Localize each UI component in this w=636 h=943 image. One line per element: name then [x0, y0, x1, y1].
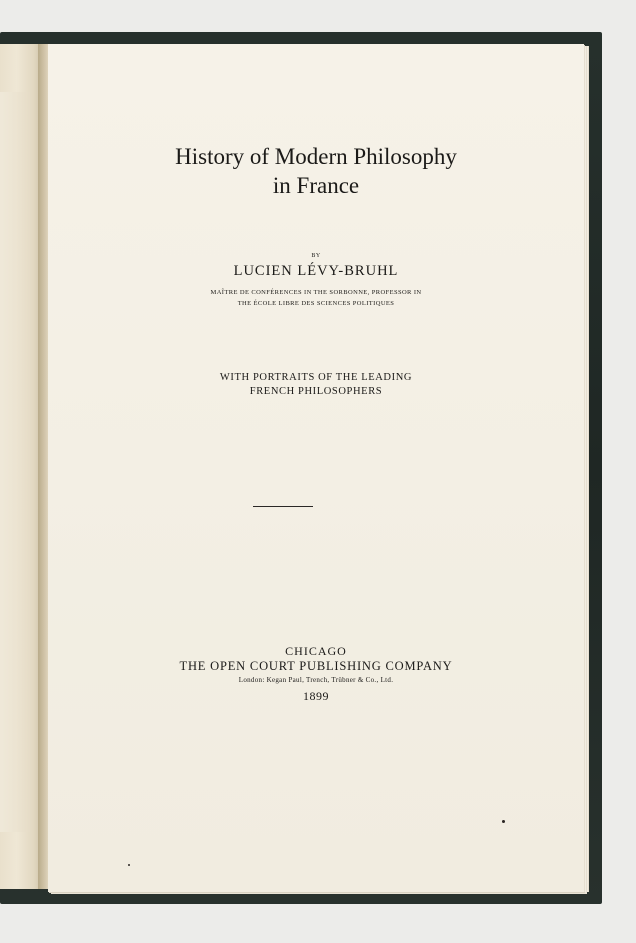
paper-speck: [128, 864, 130, 866]
divider-rule: [253, 506, 313, 507]
author-name: LUCIEN LÉVY-BRUHL: [233, 263, 399, 279]
imprint-london: London: Kegan Paul, Trench, Trübner & Co., Ltd.: [238, 676, 394, 684]
author-affiliation-line-1: MAÎTRE DE CONFÉRENCES IN THE SORBONNE, PROFESSOR IN: [210, 289, 422, 296]
imprint-city: CHICAGO: [285, 644, 347, 658]
facing-page-edge: [0, 44, 42, 889]
imprint-year: 1899: [303, 689, 329, 703]
title-page: [48, 44, 584, 892]
by-label: BY: [311, 253, 321, 259]
imprint-publisher: THE OPEN COURT PUBLISHING COMPANY: [179, 659, 453, 673]
portraits-note-line-1: WITH PORTRAITS OF THE LEADING: [219, 372, 413, 383]
book-title-line-2: in France: [272, 173, 360, 198]
book-title-line-1: History of Modern Philosophy: [175, 144, 457, 169]
author-affiliation-line-2: THE ÉCOLE LIBRE DES SCIENCES POLITIQUES: [237, 300, 395, 307]
paper-speck: [502, 820, 505, 823]
tissue-guard: [0, 92, 30, 832]
portraits-note-line-2: FRENCH PHILOSOPHERS: [249, 386, 383, 397]
page-edges: [584, 46, 589, 892]
